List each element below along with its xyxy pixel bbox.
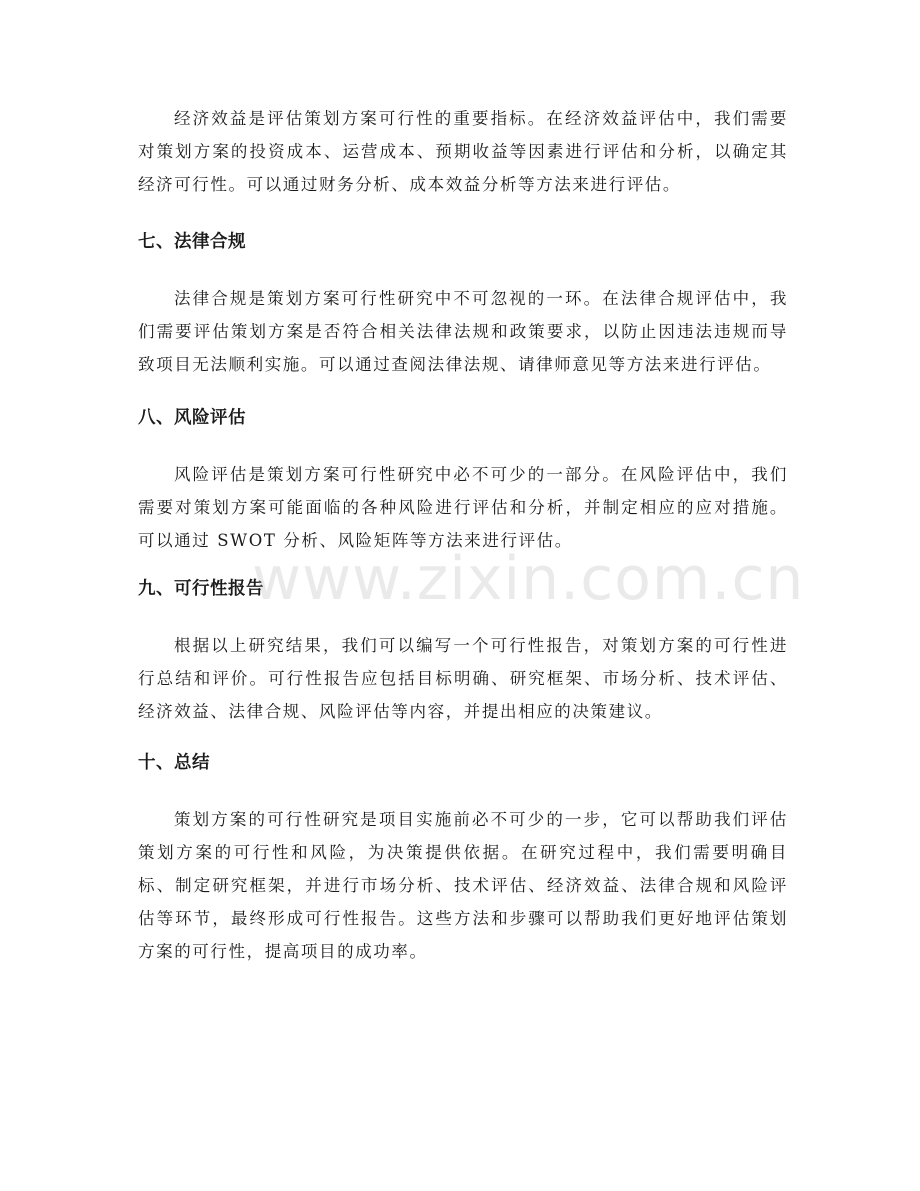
paragraph-summary: 策划方案的可行性研究是项目实施前必不可少的一步，它可以帮助我们评估策划方案的可行性和风险，为决策提供依据。在研究过程中，我们需要明确目标、制定研究框架，并进行市场分析、技术评估、经济效益、法律合规和风险评估等环节，最终形成可行性报告。这些方法和步骤可以帮助我们更好地评估策划方案的可行性，提高项目的成功率。 — [138, 810, 788, 961]
watermark: www.zixin.com.cn — [252, 544, 805, 614]
heading-summary: 十、总结 — [138, 753, 210, 773]
paragraph-risk-assessment: 风险评估是策划方案可行性研究中必不可少的一部分。在风险评估中，我们需要对策划方案可能面临的各种风险进行评估和分析，并制定相应的应对措施。可以通过 SWOT 分析、风险矩阵等方法来进行评估。 — [138, 465, 788, 550]
paragraph-legal-compliance: 法律合规是策划方案可行性研究中不可忽视的一环。在法律合规评估中，我们需要评估策划方案是否符合相关法律法规和政策要求，以防止因违法违规而导致项目无法顺利实施。可以通过查阅法律法规、请律师意见等方法来进行评估。 — [138, 289, 788, 374]
heading-feasibility-report: 九、可行性报告 — [138, 579, 264, 599]
heading-legal-compliance: 七、法律合规 — [138, 232, 246, 252]
paragraph-feasibility-report: 根据以上研究结果，我们可以编写一个可行性报告，对策划方案的可行性进行总结和评价。可行性报告应包括目标明确、研究框架、市场分析、技术评估、经济效益、法律合规、风险评估等内容，并提出相应的决策建议。 — [138, 636, 788, 721]
heading-risk-assessment: 八、风险评估 — [138, 408, 246, 428]
paragraph-economic-benefit: 经济效益是评估策划方案可行性的重要指标。在经济效益评估中，我们需要对策划方案的投资成本、运营成本、预期收益等因素进行评估和分析，以确定其经济可行性。可以通过财务分析、成本效益分析等方法来进行评估。 — [138, 109, 788, 194]
